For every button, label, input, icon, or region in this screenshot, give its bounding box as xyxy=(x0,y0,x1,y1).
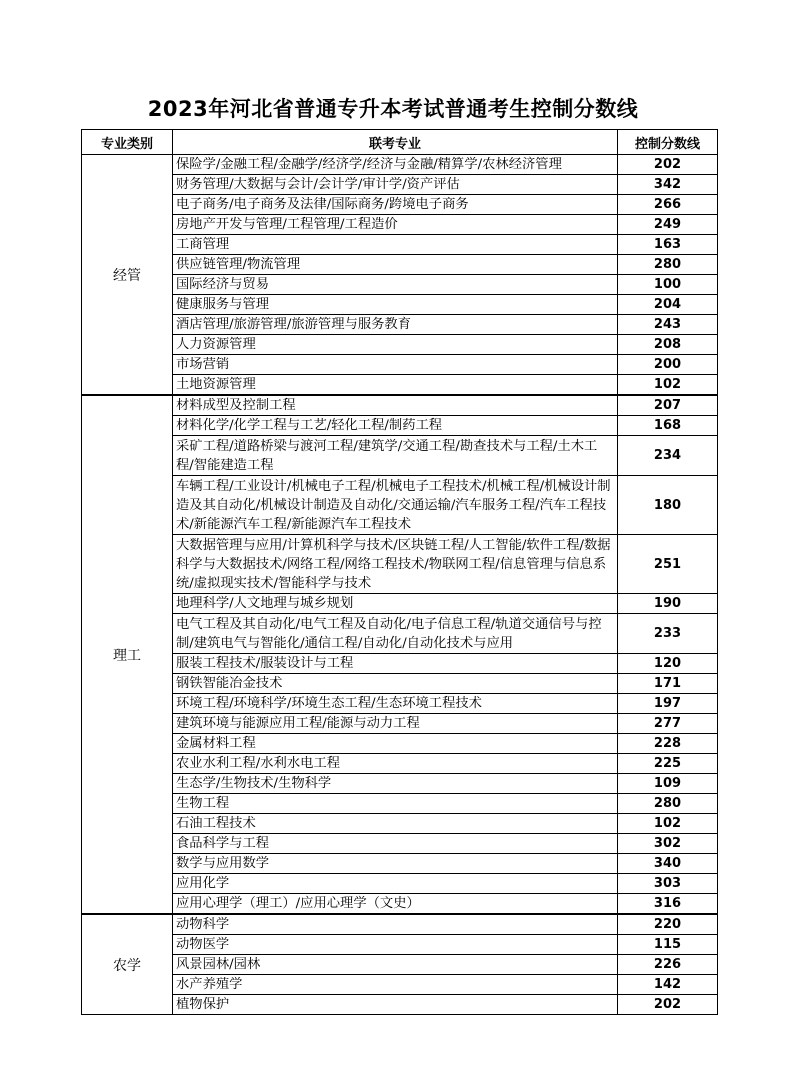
major-cell: 风景园林/园林 xyxy=(173,955,618,975)
score-cell: 109 xyxy=(618,774,718,794)
major-cell: 食品科学与工程 xyxy=(173,834,618,854)
table-row xyxy=(82,975,718,995)
major-cell: 市场营销 xyxy=(173,355,618,375)
major-cell: 石油工程技术 xyxy=(173,814,618,834)
score-cell: 342 xyxy=(618,175,718,195)
score-cell: 190 xyxy=(618,594,718,614)
major-cell: 应用心理学（理工）/应用心理学（文史） xyxy=(173,894,618,915)
score-cell: 102 xyxy=(618,814,718,834)
table-row xyxy=(82,215,718,235)
major-cell: 生物工程 xyxy=(173,794,618,814)
score-cell: 142 xyxy=(618,975,718,995)
score-cell: 202 xyxy=(618,155,718,175)
table-row xyxy=(82,654,718,674)
table-row xyxy=(82,955,718,975)
major-cell: 房地产开发与管理/工程管理/工程造价 xyxy=(173,215,618,235)
table-row xyxy=(82,714,718,734)
table-row xyxy=(82,874,718,894)
table-row xyxy=(82,854,718,874)
table-row xyxy=(82,894,718,915)
score-cell: 202 xyxy=(618,995,718,1015)
score-cell: 233 xyxy=(618,614,718,654)
major-cell: 生态学/生物技术/生物科学 xyxy=(173,774,618,794)
table-row xyxy=(82,794,718,814)
table-row xyxy=(82,674,718,694)
score-cell: 249 xyxy=(618,215,718,235)
table-row xyxy=(82,355,718,375)
table-row xyxy=(82,935,718,955)
major-cell: 国际经济与贸易 xyxy=(173,275,618,295)
major-cell: 材料化学/化学工程与工艺/轻化工程/制药工程 xyxy=(173,416,618,436)
table-row xyxy=(82,774,718,794)
major-cell: 保险学/金融工程/金融学/经济学/经济与金融/精算学/农林经济管理 xyxy=(173,155,618,175)
table-row xyxy=(82,814,718,834)
header-score: 控制分数线 xyxy=(618,130,718,155)
header-category: 专业类别 xyxy=(82,130,173,155)
major-cell: 地理科学/人文地理与城乡规划 xyxy=(173,594,618,614)
category-cell: 经管 xyxy=(82,155,173,396)
major-cell: 人力资源管理 xyxy=(173,335,618,355)
table-row xyxy=(82,295,718,315)
major-cell: 农业水利工程/水利水电工程 xyxy=(173,754,618,774)
score-cell: 208 xyxy=(618,335,718,355)
table-row xyxy=(82,594,718,614)
table-row xyxy=(82,335,718,355)
major-cell: 电气工程及其自动化/电气工程及自动化/电子信息工程/轨道交通信号与控制/建筑电气与智能化/通信工程/自动化/自动化技术与应用 xyxy=(173,614,618,654)
score-cell: 226 xyxy=(618,955,718,975)
major-cell: 酒店管理/旅游管理/旅游管理与服务教育 xyxy=(173,315,618,335)
major-cell: 数学与应用数学 xyxy=(173,854,618,874)
score-cell: 234 xyxy=(618,436,718,476)
table-row xyxy=(82,476,718,535)
score-table xyxy=(81,129,718,1015)
score-cell: 100 xyxy=(618,275,718,295)
table-row xyxy=(82,235,718,255)
score-cell: 197 xyxy=(618,694,718,714)
table-row xyxy=(82,436,718,476)
category-cell: 农学 xyxy=(82,914,173,1015)
score-cell: 102 xyxy=(618,375,718,396)
page-title: 2023年河北省普通专升本考试普通考生控制分数线 xyxy=(147,97,639,121)
table-row xyxy=(82,175,718,195)
table-row xyxy=(82,535,718,594)
score-cell: 303 xyxy=(618,874,718,894)
table-row xyxy=(82,416,718,436)
header-row xyxy=(82,130,718,155)
score-cell: 115 xyxy=(618,935,718,955)
major-cell: 应用化学 xyxy=(173,874,618,894)
table-row xyxy=(82,995,718,1015)
score-cell: 163 xyxy=(618,235,718,255)
major-cell: 土地资源管理 xyxy=(173,375,618,396)
major-cell: 供应链管理/物流管理 xyxy=(173,255,618,275)
score-cell: 243 xyxy=(618,315,718,335)
score-cell: 204 xyxy=(618,295,718,315)
score-cell: 266 xyxy=(618,195,718,215)
score-cell: 280 xyxy=(618,794,718,814)
major-cell: 健康服务与管理 xyxy=(173,295,618,315)
score-cell: 168 xyxy=(618,416,718,436)
score-cell: 340 xyxy=(618,854,718,874)
table-row xyxy=(82,155,718,175)
major-cell: 财务管理/大数据与会计/会计学/审计学/资产评估 xyxy=(173,175,618,195)
header-major: 联考专业 xyxy=(173,130,618,155)
score-cell: 207 xyxy=(618,395,718,416)
score-cell: 316 xyxy=(618,894,718,915)
score-cell: 200 xyxy=(618,355,718,375)
table-row xyxy=(82,315,718,335)
score-cell: 120 xyxy=(618,654,718,674)
major-cell: 动物科学 xyxy=(173,914,618,935)
table-row xyxy=(82,694,718,714)
table-row xyxy=(82,614,718,654)
table-row xyxy=(82,914,718,935)
major-cell: 动物医学 xyxy=(173,935,618,955)
major-cell: 金属材料工程 xyxy=(173,734,618,754)
major-cell: 电子商务/电子商务及法律/国际商务/跨境电子商务 xyxy=(173,195,618,215)
major-cell: 服装工程技术/服装设计与工程 xyxy=(173,654,618,674)
major-cell: 钢铁智能冶金技术 xyxy=(173,674,618,694)
major-cell: 工商管理 xyxy=(173,235,618,255)
major-cell: 植物保护 xyxy=(173,995,618,1015)
score-cell: 277 xyxy=(618,714,718,734)
major-cell: 水产养殖学 xyxy=(173,975,618,995)
table-row xyxy=(82,754,718,774)
score-cell: 220 xyxy=(618,914,718,935)
table-row xyxy=(82,395,718,416)
score-cell: 180 xyxy=(618,476,718,535)
score-cell: 251 xyxy=(618,535,718,594)
table-row xyxy=(82,834,718,854)
score-cell: 225 xyxy=(618,754,718,774)
table-row xyxy=(82,734,718,754)
major-cell: 大数据管理与应用/计算机科学与技术/区块链工程/人工智能/软件工程/数据科学与大数据技术/网络工程/网络工程技术/物联网工程/信息管理与信息系统/虚拟现实技术/智能科学与技术 xyxy=(173,535,618,594)
major-cell: 环境工程/环境科学/环境生态工程/生态环境工程技术 xyxy=(173,694,618,714)
table-row xyxy=(82,195,718,215)
major-cell: 采矿工程/道路桥梁与渡河工程/建筑学/交通工程/勘查技术与工程/土木工程/智能建造工程 xyxy=(173,436,618,476)
score-cell: 171 xyxy=(618,674,718,694)
table-row xyxy=(82,375,718,396)
score-cell: 280 xyxy=(618,255,718,275)
table-row xyxy=(82,275,718,295)
major-cell: 建筑环境与能源应用工程/能源与动力工程 xyxy=(173,714,618,734)
category-cell: 理工 xyxy=(82,395,173,914)
table-row xyxy=(82,255,718,275)
score-cell: 302 xyxy=(618,834,718,854)
table-body xyxy=(82,155,718,1015)
score-cell: 228 xyxy=(618,734,718,754)
major-cell: 车辆工程/工业设计/机械电子工程/机械电子工程技术/机械工程/机械设计制造及其自动化/机械设计制造及自动化/交通运输/汽车服务工程/汽车工程技术/新能源汽车工程/新能源汽车工程技术 xyxy=(173,476,618,535)
major-cell: 材料成型及控制工程 xyxy=(173,395,618,416)
